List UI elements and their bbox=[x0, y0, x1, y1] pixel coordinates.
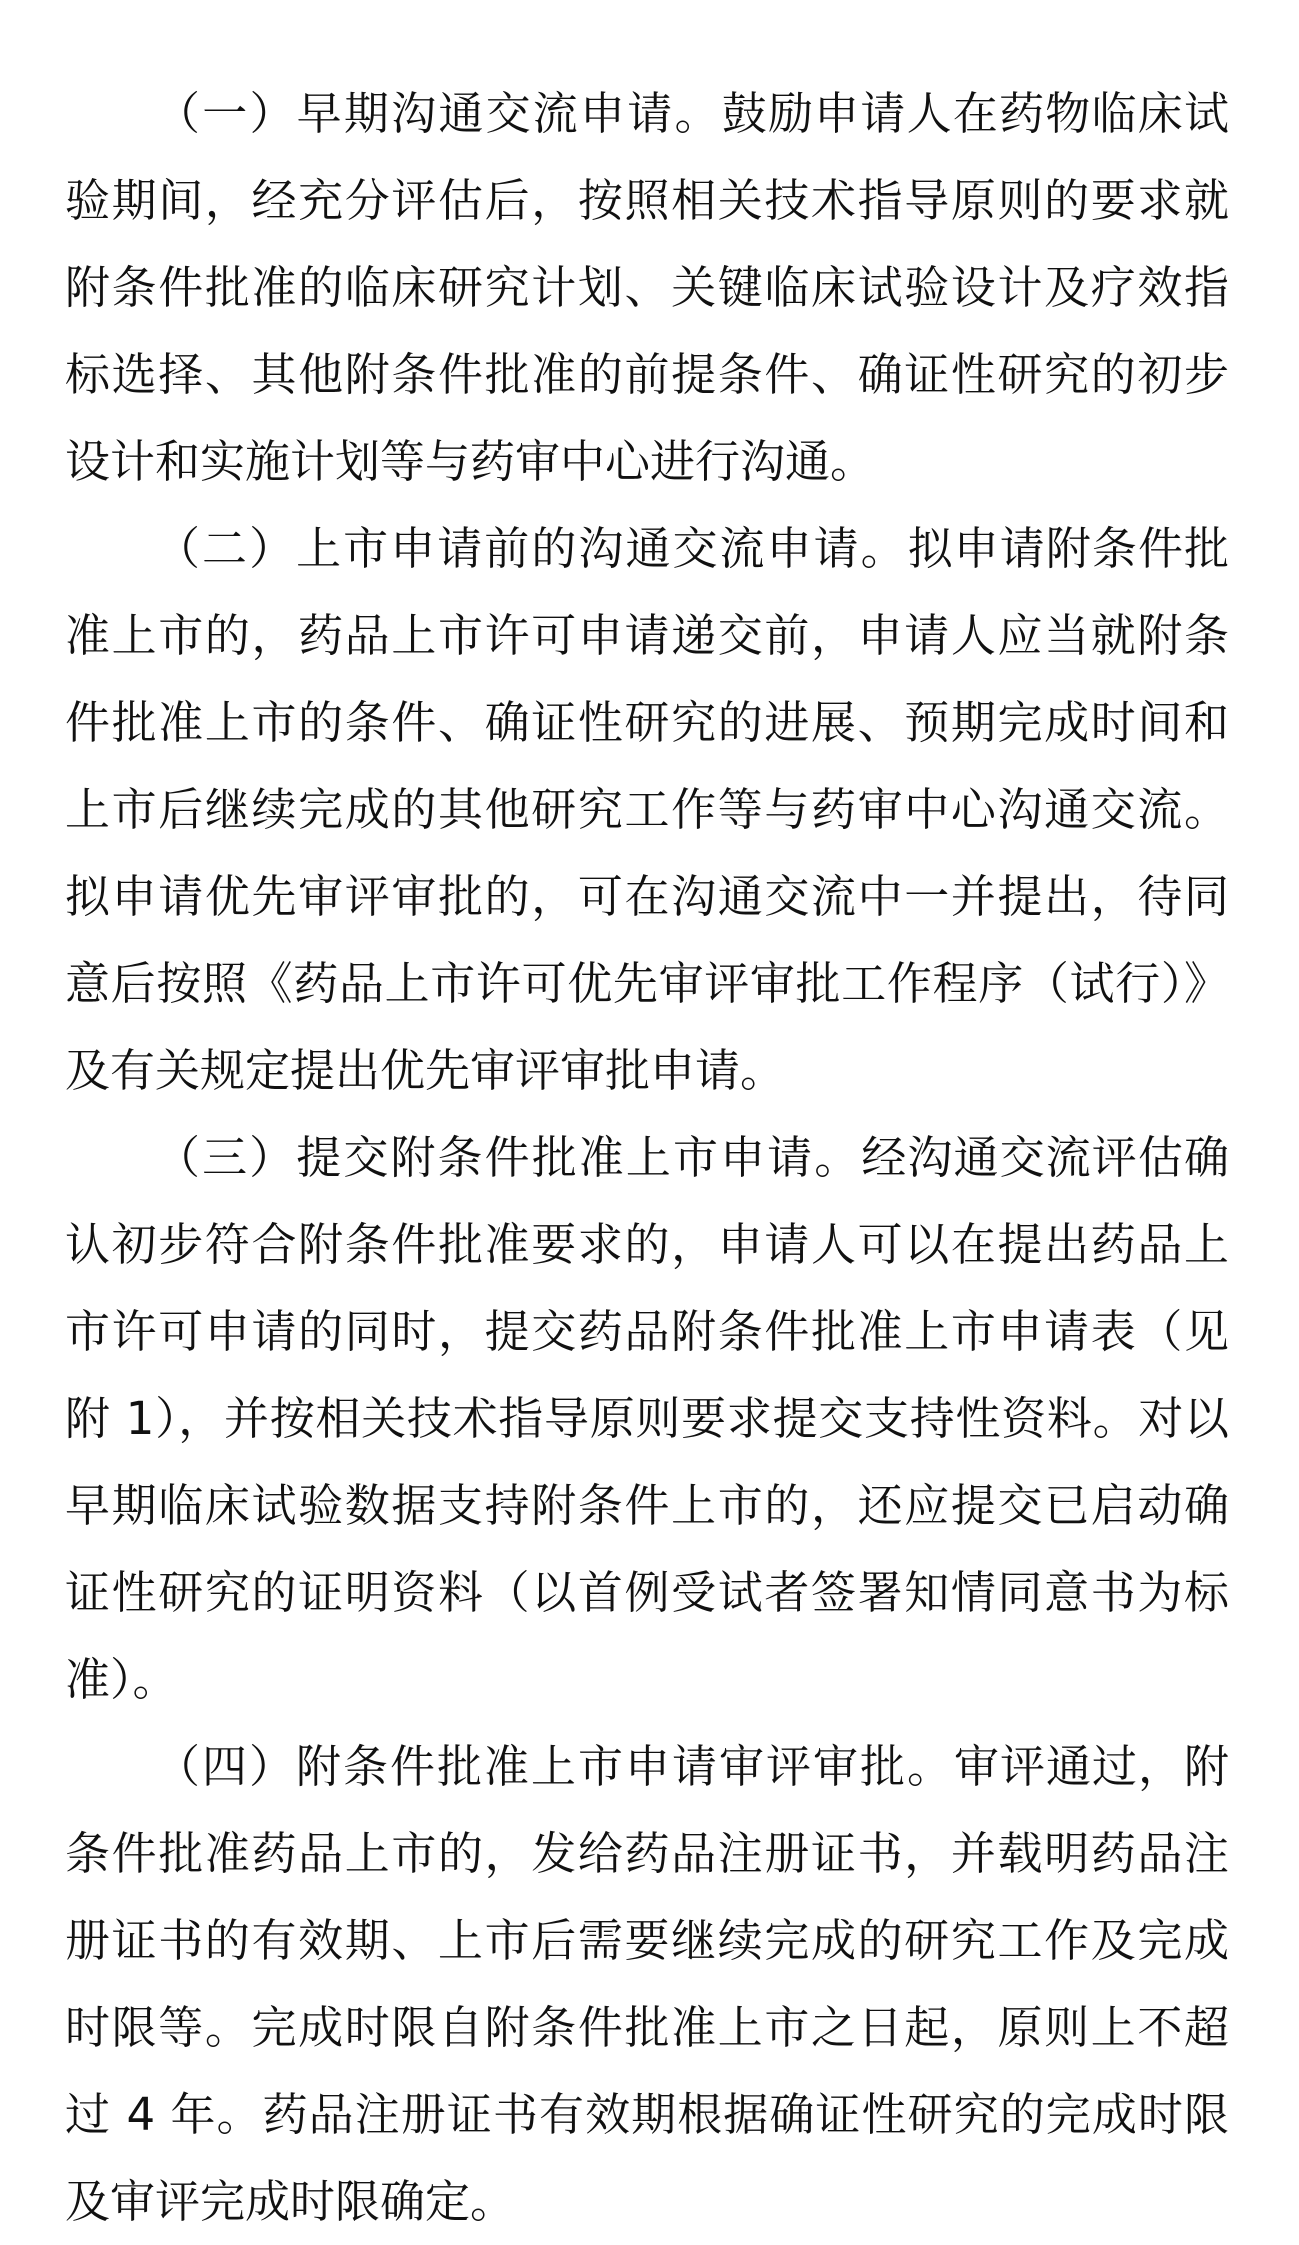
paragraph-heading: （四）附条件批准上市申请审评审批。 bbox=[155, 1740, 954, 1793]
paragraph-early-communication bbox=[65, 70, 1229, 505]
paragraph-text: 拟申请附条件批准上市的，药品上市许可申请递交前，申请人应当就附条件批准上市的条件、确证性研究的进展、预期完成时间和上市后继续完成的其他研究工作等与药审中心沟通交流。拟申请优先审评审批的，可在沟通交流中一并提出，待同意后按照《药品上市许可优先审评审批工作程序（试行）》及有关规定提出优先审评审批申请。 bbox=[65, 522, 1229, 1097]
paragraph-heading: （三）提交附条件批准上市申请。 bbox=[155, 1131, 862, 1184]
paragraph-heading: （一）早期沟通交流申请。 bbox=[155, 87, 722, 140]
paragraph-text: 经沟通交流评估确认初步符合附条件批准要求的，申请人可以在提出药品上市许可申请的同时，提交药品附条件批准上市申请表（见附 1），并按相关技术指导原则要求提交支持性资料。对以早期临床试验数据支持附条件上市的，还应提交已启动确证性研究的证明资料（以首例受试者签署知情同意书为标准）。 bbox=[65, 1131, 1229, 1706]
document-body bbox=[65, 70, 1229, 2245]
paragraph-submit-application bbox=[65, 1114, 1229, 1723]
paragraph-text: 鼓励申请人在药物临床试验期间，经充分评估后，按照相关技术指导原则的要求就附条件批准的临床研究计划、关键临床试验设计及疗效指标选择、其他附条件批准的前提条件、确证性研究的初步设计和实施计划等与药审中心进行沟通。 bbox=[65, 87, 1229, 488]
paragraph-heading: （二）上市申请前的沟通交流申请。 bbox=[155, 522, 908, 575]
paragraph-pre-marketing-communication bbox=[65, 505, 1229, 1114]
paragraph-review-approval bbox=[65, 1723, 1229, 2245]
paragraph-text: 审评通过，附条件批准药品上市的，发给药品注册证书，并载明药品注册证书的有效期、上市后需要继续完成的研究工作及完成时限等。完成时限自附条件批准上市之日起，原则上不超过 4 年。药品注册证书有效期根据确证性研究的完成时限及审评完成时限确定。 bbox=[65, 1740, 1229, 2228]
